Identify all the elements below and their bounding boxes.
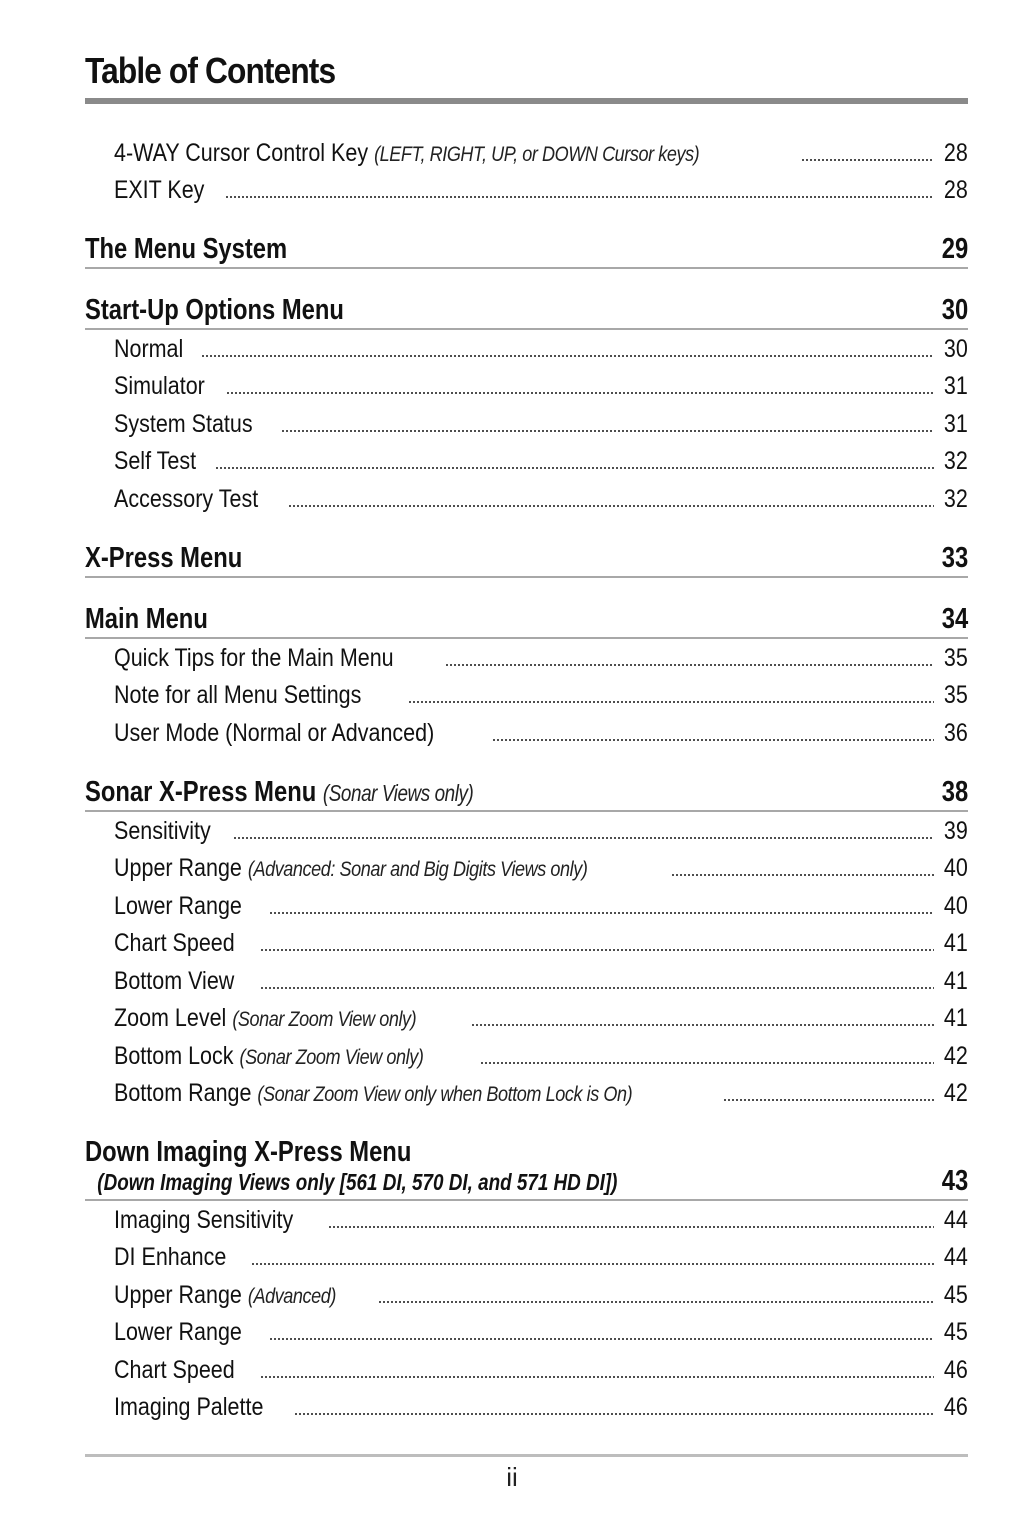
dot-leader [260, 1375, 934, 1379]
entry-label: Imaging Sensitivity [114, 1206, 294, 1234]
toc-entry[interactable] [85, 372, 968, 401]
entry-page: 41 [944, 967, 968, 995]
toc-entry[interactable] [85, 1004, 968, 1033]
dot-leader [233, 836, 935, 840]
entry-note: (Sonar Zoom View only) [232, 1008, 417, 1031]
toc-entry[interactable] [85, 176, 968, 205]
entry-label: Imaging Palette [114, 1393, 264, 1421]
entry-label: Bottom Lock [114, 1042, 234, 1070]
entry-page: 46 [944, 1393, 968, 1421]
entry-label: Normal [114, 335, 184, 363]
entry-label: Simulator [114, 372, 205, 400]
entry-page: 28 [944, 139, 968, 167]
dot-leader [251, 1262, 935, 1266]
toc-section-heading[interactable] [85, 603, 968, 636]
section-divider [85, 576, 968, 578]
dot-leader [269, 1337, 934, 1341]
title-divider [85, 98, 968, 104]
toc-entry[interactable] [85, 139, 968, 168]
toc-entry[interactable] [85, 335, 968, 364]
dot-leader [328, 1225, 934, 1229]
toc-entry[interactable] [85, 892, 968, 921]
entry-page: 30 [944, 335, 968, 363]
toc-entry[interactable] [85, 410, 968, 439]
entry-label: User Mode (Normal or Advanced) [114, 719, 435, 747]
section-subtitle: (Down Imaging Views only [561 DI, 570 DI, and 571 HD DI]) [97, 1169, 618, 1195]
toc-entry[interactable] [85, 967, 968, 996]
dot-leader [471, 1023, 934, 1027]
entry-page: 31 [944, 410, 968, 438]
section-note: (Sonar Views only) [322, 780, 474, 806]
dot-leader [671, 873, 935, 877]
entry-label: Chart Speed [114, 929, 235, 957]
entry-label: EXIT Key [114, 176, 205, 204]
dot-leader [226, 391, 935, 395]
entry-page: 32 [944, 485, 968, 513]
entry-note: (Sonar Zoom View only when Bottom Lock is On) [257, 1083, 633, 1106]
toc-entry[interactable] [85, 1206, 968, 1235]
dot-leader [378, 1300, 934, 1304]
entry-label: Self Test [114, 447, 197, 475]
dot-leader [215, 466, 934, 470]
section-divider [85, 810, 968, 812]
entry-page: 42 [944, 1079, 968, 1107]
toc-section-heading[interactable] [85, 1136, 968, 1202]
dot-leader [201, 354, 935, 358]
section-title: Start-Up Options Menu [85, 294, 344, 326]
section-title: Down Imaging X-Press Menu [85, 1136, 412, 1168]
dot-leader [260, 948, 934, 952]
section-page: 43 [941, 1165, 968, 1197]
entry-label: Chart Speed [114, 1356, 235, 1384]
entry-label: Upper Range [114, 1281, 242, 1309]
toc-entry[interactable] [85, 447, 968, 476]
section-page: 38 [941, 776, 968, 808]
entry-page: 45 [944, 1281, 968, 1309]
entry-page: 41 [944, 1004, 968, 1032]
entry-label: DI Enhance [114, 1243, 227, 1271]
entry-note: (LEFT, RIGHT, UP, or DOWN Cursor keys) [374, 143, 700, 166]
dot-leader [801, 158, 935, 162]
entry-page: 44 [944, 1206, 968, 1234]
section-divider [85, 267, 968, 269]
toc-section-heading[interactable] [85, 233, 968, 266]
entry-label: Quick Tips for the Main Menu [114, 644, 394, 672]
entry-page: 40 [944, 854, 968, 882]
dot-leader [294, 1412, 934, 1416]
entry-page: 28 [944, 176, 968, 204]
entry-label: Upper Range [114, 854, 242, 882]
toc-section-heading[interactable] [85, 294, 968, 327]
toc-entry[interactable] [85, 1079, 968, 1108]
toc-entry[interactable] [85, 1281, 968, 1310]
dot-leader [225, 195, 934, 199]
toc-entry[interactable] [85, 719, 968, 748]
section-title: X-Press Menu [85, 542, 243, 574]
dot-leader [281, 429, 934, 433]
dot-leader [480, 1061, 934, 1065]
dot-leader [408, 700, 935, 704]
dot-leader [445, 663, 934, 667]
entry-label: Lower Range [114, 892, 242, 920]
entry-label: Bottom View [114, 967, 235, 995]
page-number: ii [506, 1462, 518, 1492]
entry-label: Sensitivity [114, 817, 211, 845]
entry-page: 45 [944, 1318, 968, 1346]
entry-label: Bottom Range [114, 1079, 252, 1107]
entry-label: 4-WAY Cursor Control Key [114, 139, 369, 167]
entry-note: (Advanced) [247, 1285, 336, 1308]
section-title: Sonar X-Press Menu [85, 776, 317, 808]
entry-label: Accessory Test [114, 485, 259, 513]
toc-entry[interactable] [85, 485, 968, 514]
toc-entry[interactable] [85, 1318, 968, 1347]
footer-divider [85, 1454, 968, 1457]
dot-leader [288, 504, 935, 508]
section-page: 30 [941, 294, 968, 326]
entry-page: 35 [944, 681, 968, 709]
entry-note: (Sonar Zoom View only) [239, 1046, 424, 1069]
entry-page: 42 [944, 1042, 968, 1070]
entry-page: 41 [944, 929, 968, 957]
entry-label: Lower Range [114, 1318, 242, 1346]
toc-entry[interactable] [85, 1243, 968, 1272]
section-divider [85, 637, 968, 639]
entry-page: 31 [944, 372, 968, 400]
toc-entry[interactable] [85, 817, 968, 846]
dot-leader [723, 1098, 935, 1102]
entry-note: (Advanced: Sonar and Big Digits Views only) [247, 858, 588, 881]
entry-page: 46 [944, 1356, 968, 1384]
section-divider [85, 1199, 968, 1201]
toc-entry[interactable] [85, 854, 968, 883]
entry-page: 39 [944, 817, 968, 845]
entry-label: Zoom Level [114, 1004, 227, 1032]
dot-leader [492, 738, 934, 742]
section-page: 34 [941, 603, 968, 635]
toc-entry[interactable] [85, 681, 968, 710]
entry-page: 35 [944, 644, 968, 672]
entry-label: System Status [114, 410, 253, 438]
entry-page: 40 [944, 892, 968, 920]
section-title: Main Menu [85, 603, 208, 635]
entry-page: 32 [944, 447, 968, 475]
toc-entry[interactable] [85, 1042, 968, 1071]
section-page: 29 [941, 233, 968, 265]
toc-section-heading[interactable] [85, 776, 968, 809]
toc-section-heading[interactable] [85, 542, 968, 575]
toc-entry[interactable] [85, 644, 968, 673]
section-divider [85, 328, 968, 330]
section-title: The Menu System [85, 233, 288, 265]
entry-label: Note for all Menu Settings [114, 681, 362, 709]
entry-page: 44 [944, 1243, 968, 1271]
dot-leader [260, 986, 934, 990]
dot-leader [269, 911, 934, 915]
toc-entry[interactable] [85, 1393, 968, 1422]
page-title: Table of Contents [85, 50, 336, 91]
entry-page: 36 [944, 719, 968, 747]
toc-entry[interactable] [85, 929, 968, 958]
toc-entry[interactable] [85, 1356, 968, 1385]
section-page: 33 [941, 542, 968, 574]
